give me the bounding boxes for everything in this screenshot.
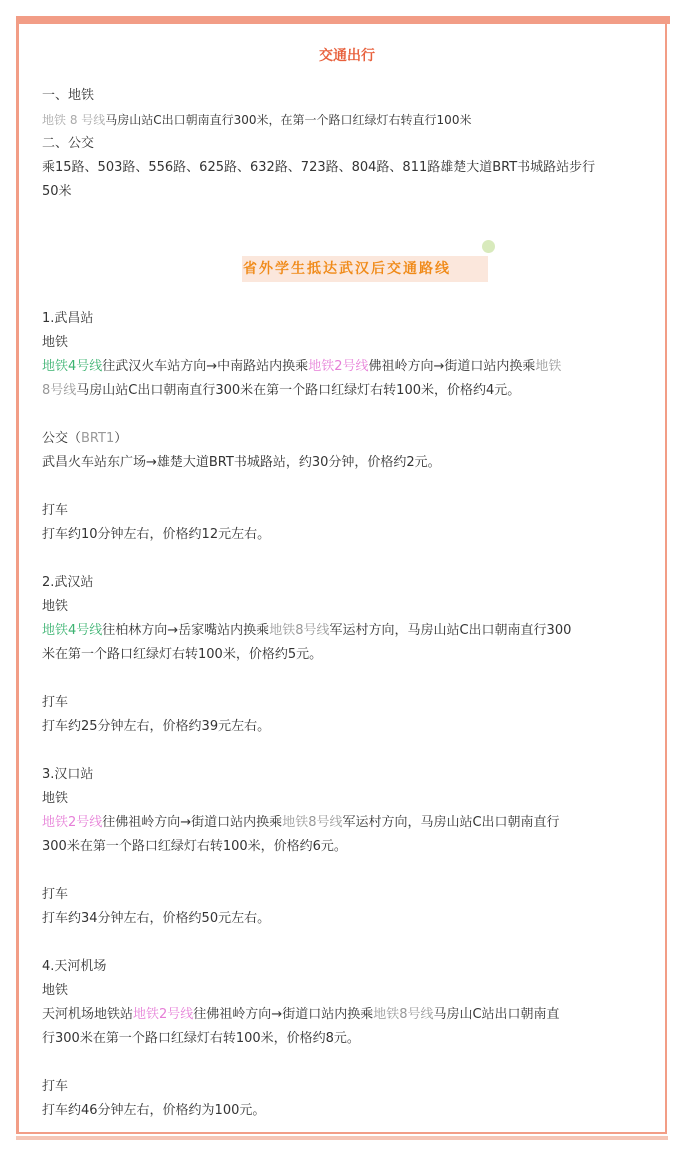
wuhan-metro-label: 地铁 <box>42 599 69 614</box>
airport-metro-line2: 行300米在第一个路口红绿灯右转100米，价格约8元。 <box>42 1031 360 1046</box>
wuhan-heading: 2.武汉站 <box>42 575 94 590</box>
airport-metro-line1 <box>42 1003 560 1027</box>
line8-label: 地铁 8 号线 <box>42 113 106 127</box>
hankou-heading: 3.汉口站 <box>42 767 94 782</box>
line8-label: 地铁8号线 <box>282 815 343 830</box>
wuchang-metro-line1 <box>42 355 561 379</box>
route-text: 马房山C站出口朝南直 <box>433 1007 560 1022</box>
route-text: 军运村方向，马房山站C出口朝南直行 <box>342 815 560 830</box>
wuchang-bus-text: 武昌火车站东广场→雄楚大道BRT书城路站，约30分钟，价格约2元。 <box>42 455 441 470</box>
wuchang-taxi-text: 打车约10分钟左右，价格约12元左右。 <box>42 527 271 542</box>
wuhan-taxi-text: 打车约25分钟左右，价格约39元左右。 <box>42 719 271 734</box>
line8-label: 地铁 <box>535 359 562 374</box>
airport-metro-label: 地铁 <box>42 983 69 998</box>
airport-taxi-text: 打车约46分钟左右，价格约为100元。 <box>42 1103 266 1118</box>
hankou-metro-line1 <box>42 811 560 835</box>
route-text: 往佛祖岭方向→街道口站内换乘 <box>102 815 283 830</box>
line8-label: 地铁8号线 <box>269 623 330 638</box>
route-text: 天河机场地铁站 <box>42 1007 134 1022</box>
route-text: 往佛祖岭方向→街道口站内换乘 <box>193 1007 374 1022</box>
line8-label: 8号线 <box>42 383 77 398</box>
wuchang-taxi-label: 打车 <box>42 503 69 518</box>
decorative-dot <box>482 240 495 253</box>
hankou-taxi-label: 打车 <box>42 887 69 902</box>
route-text: 往武汉火车站方向→中南路站内换乘 <box>102 359 309 374</box>
hankou-metro-label: 地铁 <box>42 791 69 806</box>
brt-label: BRT1 <box>81 431 115 446</box>
line2-label: 地铁2号线 <box>133 1007 194 1022</box>
line4-label: 地铁4号线 <box>42 623 103 638</box>
airport-taxi-label: 打车 <box>42 1079 69 1094</box>
line2-label: 地铁2号线 <box>42 815 103 830</box>
bus-label: 公交（ <box>42 431 82 446</box>
bus-heading: 二、公交 <box>42 136 95 151</box>
wuhan-metro-line2: 米在第一个路口红绿灯右转100米，价格约5元。 <box>42 647 323 662</box>
bus-text-line2: 50米 <box>42 184 72 199</box>
frame-shadow <box>16 1136 668 1140</box>
airport-heading: 4.天河机场 <box>42 959 107 974</box>
route-text: 军运村方向，马房山站C出口朝南直行300 <box>329 623 572 638</box>
wuhan-taxi-label: 打车 <box>42 695 69 710</box>
section-title-routes: 省外学生抵达武汉后交通路线 <box>243 261 451 277</box>
route-text: 佛祖岭方向→街道口站内换乘 <box>368 359 536 374</box>
hankou-taxi-text: 打车约34分钟左右，价格约50元左右。 <box>42 911 271 926</box>
wuchang-heading: 1.武昌站 <box>42 311 94 326</box>
metro-line-text: 马房山站C出口朝南直行300米，在第一个路口红绿灯右转直行100米 <box>105 113 472 127</box>
line2-label: 地铁2号线 <box>308 359 369 374</box>
hankou-metro-line2: 300米在第一个路口红绿灯右转100米，价格约6元。 <box>42 839 347 854</box>
metro-heading: 一、地铁 <box>42 88 95 103</box>
wuchang-metro-label: 地铁 <box>42 335 69 350</box>
line8-label: 地铁8号线 <box>373 1007 434 1022</box>
bus-text-line1: 乘15路、503路、556路、625路、632路、723路、804路、811路雄楚大道BRT书城路站步行 <box>42 160 596 175</box>
metro-line-paragraph <box>42 108 471 132</box>
wuchang-bus-label <box>42 427 127 451</box>
section-title-traffic: 交通出行 <box>319 48 375 64</box>
route-text: 马房山站C出口朝南直行300米在第一个路口红绿灯右转100米，价格约4元。 <box>76 383 521 398</box>
line4-label: 地铁4号线 <box>42 359 103 374</box>
wuchang-metro-line2 <box>42 379 520 403</box>
top-border-bar <box>16 16 670 24</box>
bus-close: ） <box>114 431 128 446</box>
route-text: 往柏林方向→岳家嘴站内换乘 <box>102 623 270 638</box>
content-frame <box>16 24 667 1134</box>
wuhan-metro-line1 <box>42 619 571 643</box>
